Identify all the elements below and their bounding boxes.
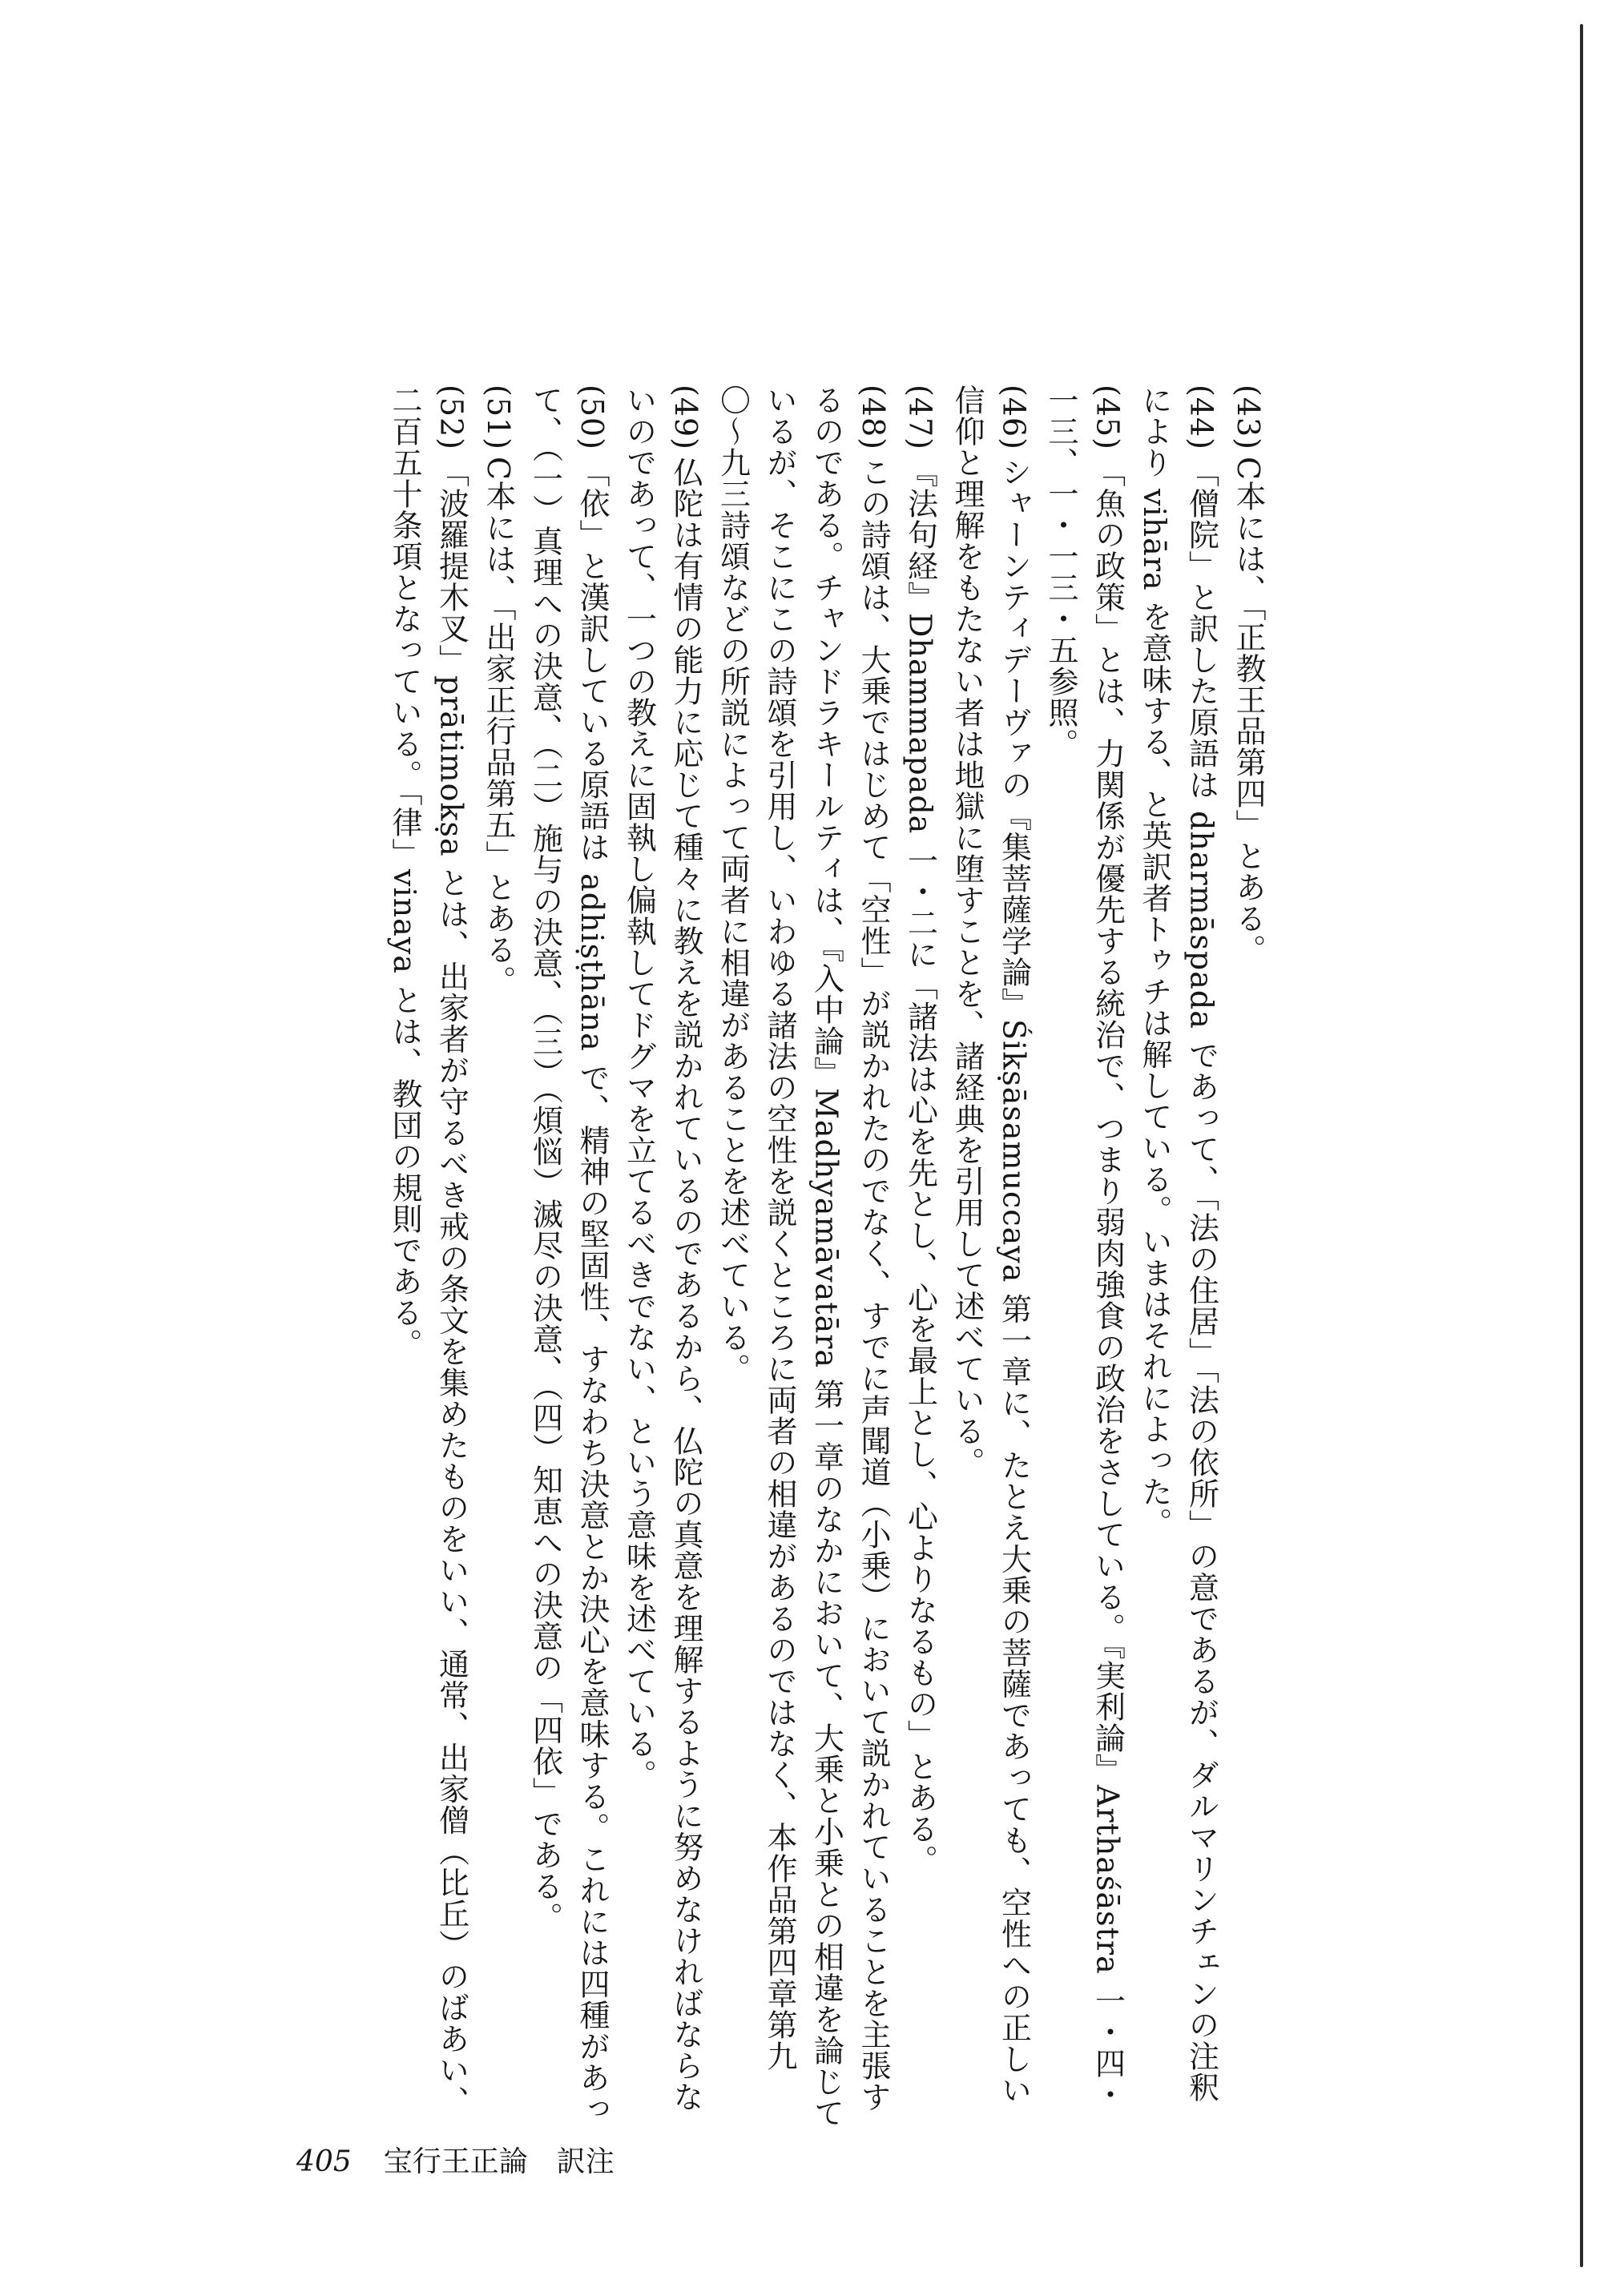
note-text: 「依」と漢訳している原語は adhiṣṭhāna で、精神の堅固性、すなわち決意とか決心を意味する。これには四種があって、（一）真理への決意、（二）施与の決意、（三）（煩悩）滅尽の決意、（四）知恵への決意の「四依」である。 — [527, 385, 610, 2125]
note-text: この詩頌は、大乗ではじめて「空性」が説かれたのでなく、すでに声聞道（小乗）において説かれていることを主張するのである。チャンドラキールティは、『入中論』Madhyamāvatāra 第一章のなかにおいて、大乗と小乗との相違を論じているが、そこにこの詩頌を引用し、いわゆる諸法の空性を説くところに両者の相違があるのではなく、本作品第四章第九〇〜九三詩頌などの所説によって両者に相違があることを述べている。 — [715, 385, 891, 2129]
note-number: (45) — [1090, 385, 1126, 451]
note-number: (47) — [902, 385, 938, 451]
note-number: (51) — [481, 385, 516, 451]
page-footer — [296, 2139, 615, 2187]
scan-binding-edge — [1580, 24, 1583, 2267]
note-45 — [1038, 385, 1131, 2131]
note-text: シャーンティデーヴァの『集菩薩学論』Śikṣāsamuccaya 第一章に、たとえ大乗の菩薩であっても、空性への正しい信仰と理解をもたない者は地獄に堕すことを、諸経典を引用して述べている。 — [949, 385, 1032, 2106]
note-number: (50) — [574, 385, 610, 451]
note-number: (49) — [668, 385, 703, 451]
note-text: C本には、「出家正行品第五」とある。 — [481, 457, 516, 997]
note-46 — [944, 385, 1038, 2131]
note-47 — [897, 385, 944, 2131]
notes-column-block — [381, 385, 1272, 2131]
note-50 — [522, 385, 615, 2131]
note-text: 「波羅提木叉」prātimokṣa とは、出家者が守るべき戒の条文を集めたものをいい、通常、出家僧（比丘）のばあい、二百五十条項となっている。「律」vinaya とは、教団の規則である。 — [387, 385, 469, 2117]
note-43 — [1225, 385, 1272, 2131]
note-text: 『法句経』Dhammapada 一・二に「諸法は心を先とし、心を最上とし、心よりなるもの」とある。 — [902, 457, 938, 1876]
note-text: 「僧院」と訳した原語は dharmāspada であって、「法の住居」「法の依所」の意であるが、ダルマリンチェンの注釈により vihāra を意味する、と英訳者トゥチは解している。いまはそれによった。 — [1137, 385, 1219, 2103]
note-number: (44) — [1183, 385, 1219, 451]
note-44 — [1131, 385, 1225, 2131]
note-number: (48) — [856, 385, 891, 451]
page-number: 405 — [296, 2145, 352, 2178]
note-48 — [709, 385, 897, 2131]
running-title: 宝行王正論 訳注 — [383, 2145, 615, 2178]
note-49 — [615, 385, 709, 2131]
note-52 — [381, 385, 475, 2131]
note-text: 仏陀は有情の能力に応じて種々に教えを説かれているのであるから、仏陀の真意を理解するように努めなければならないのであって、一つの教えに固執し偏執してドグマを立てるべきでない、という意味を述べている。 — [621, 385, 703, 2113]
note-number: (46) — [996, 385, 1032, 451]
note-51 — [475, 385, 522, 2131]
note-text: 「魚の政策」とは、力関係が優先する統治で、つまり弱肉強食の政治をさしている。『実利論』Arthaśāstra 一・四・一三、一・一三・五参照。 — [1043, 385, 1126, 2110]
note-number: (52) — [433, 385, 469, 451]
note-number: (43) — [1231, 385, 1266, 451]
note-text: C本には、「正教王品第四」とある。 — [1231, 457, 1266, 966]
